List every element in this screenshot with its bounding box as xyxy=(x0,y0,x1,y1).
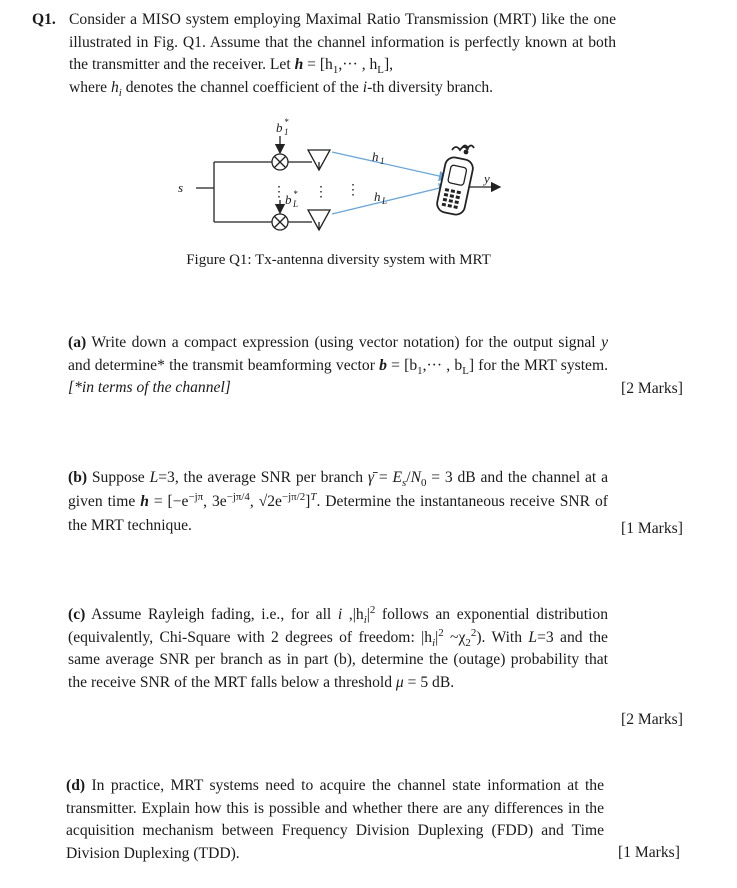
dots-antennas: ⋮ xyxy=(314,185,328,200)
figure-q1-diagram xyxy=(0,0,737,250)
antenna-1 xyxy=(288,150,330,170)
channel-arrow-h1 xyxy=(332,152,448,178)
part-d: (d) In practice, MRT systems need to acquire the channel state information at the transmitter. Explain how this is possible and whether there are any differences in the acquisition mechanism between Frequency Division Duplexing (FDD) and Time Division Duplexing (TDD). xyxy=(66,777,604,862)
part-d-marks: [1 Marks] xyxy=(618,844,680,861)
question-number: Q1. xyxy=(32,11,56,28)
figure-caption: Figure Q1: Tx-antenna diversity system with MRT xyxy=(186,252,491,268)
label-bL: b xyxy=(285,192,292,207)
part-b-label: (b) xyxy=(68,469,88,486)
label-b1-sub: 1 xyxy=(284,127,289,137)
part-a: (a) Write down a compact expression (using vector notation) for the output signal y and determine* the transmit beamforming vector $b = [b_1,\cdot\cdot\cdot$ , $b_L$] for the MRT system. [*in terms of the channel] xyxy=(68,334,608,396)
part-b-marks: [1 Marks] xyxy=(621,520,683,537)
question-text: Consider a MISO system employing Maximal Ratio Transmission (MRT) like the one illustrated in Fig. Q1. Assume that the channel information is perfectly known at both the transmitter and the receiver. Let $h = [h_1,\cdot\cdot\cdot$ , $h_L$], where $h_i$ denotes the channel coefficient of the i-th diversity branch. xyxy=(69,11,616,99)
label-s: s xyxy=(178,180,184,195)
label-y: y xyxy=(484,171,490,186)
label-h1-sub: 1 xyxy=(380,156,385,166)
part-c: (c) Assume Rayleigh fading, i.e., for all i $,|h_i|^2$ follows an exponential distribution (equivalently, Chi-Square with 2 degrees of freedom: $|h_i|^2$ $\sim\chi_2^2$). With L=3 and the same average SNR per branch as in part (b), determine the (outage) probability that the receive SNR of the MRT falls below a threshold μ = 5 dB. xyxy=(68,603,608,691)
label-hL-sub: L xyxy=(382,196,388,206)
part-c-marks: [2 Marks] xyxy=(621,711,683,728)
part-d-label: (d) xyxy=(66,777,86,794)
part-a-note: [*in terms of the channel] xyxy=(68,379,231,396)
part-a-label: (a) xyxy=(68,334,87,351)
mobile-phone-icon xyxy=(435,146,474,217)
label-b1: b xyxy=(276,120,283,135)
label-h1: h xyxy=(372,149,379,164)
multiplier-1 xyxy=(272,136,288,170)
part-b: (b) Suppose L=3, the average SNR per branch γ̄ = $E_s/N_0 = 3$ dB and the channel at a given time $h = [-e^{-j\pi}$, $3e^{-j\pi/4}$, $√2e^{-j\pi/2}]^T$. Determine the instantaneous receive SNR of the MRT technique. xyxy=(68,469,609,534)
part-c-label: (c) xyxy=(68,606,86,623)
part-a-marks: [2 Marks] xyxy=(621,380,683,397)
label-bL-sub: L xyxy=(293,199,299,209)
input-signal-line xyxy=(196,162,272,222)
dots-multipliers: ⋮ xyxy=(272,185,286,200)
label-bL-star: * xyxy=(293,189,298,199)
label-hL: h xyxy=(374,189,381,204)
label-b1-star: * xyxy=(284,117,289,127)
dots-channels: ⋮ xyxy=(346,183,360,198)
antenna-L xyxy=(288,210,330,230)
